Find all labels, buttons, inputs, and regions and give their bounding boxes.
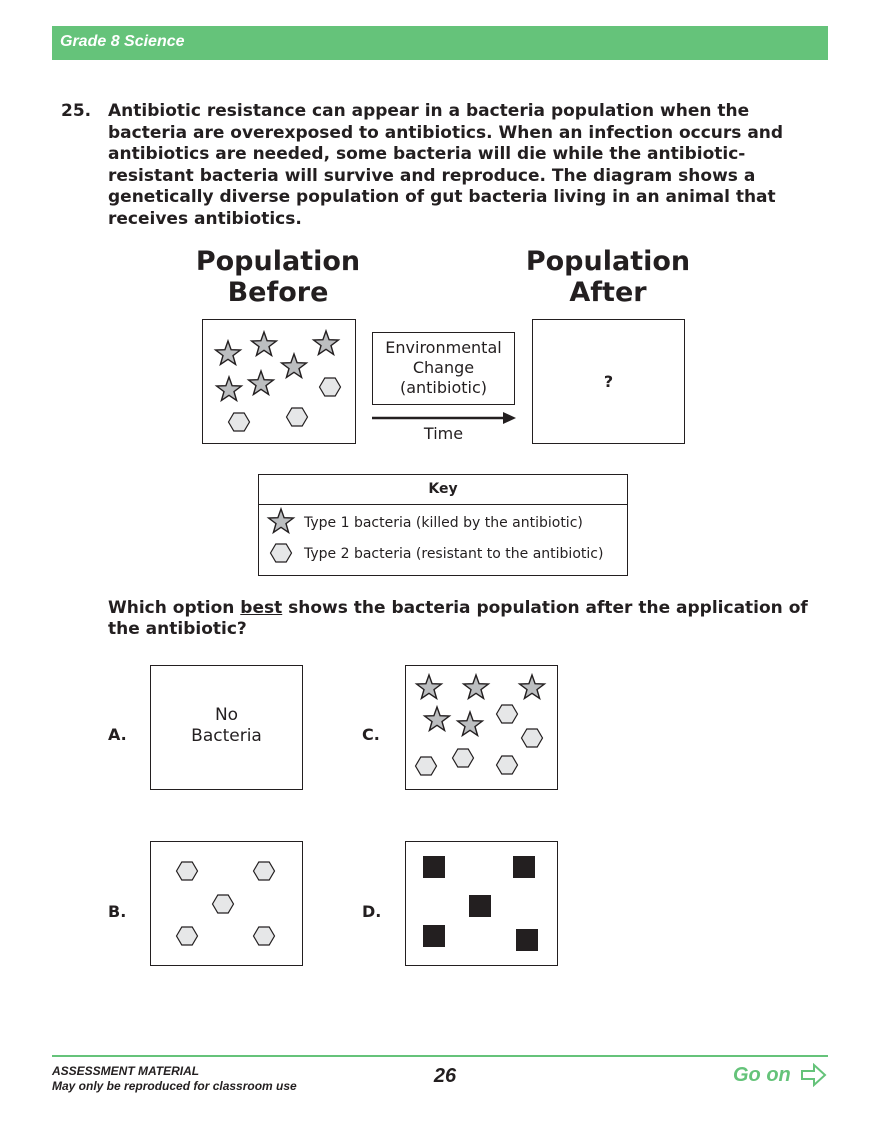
before-title-line2: Before — [227, 277, 329, 308]
footer-notice — [52, 1064, 297, 1094]
go-on-arrow-icon[interactable] — [800, 1063, 828, 1087]
c-hex-1 — [497, 705, 518, 723]
c-hex-2 — [522, 729, 543, 747]
option-b-letter[interactable]: B. — [108, 902, 127, 921]
footer-line2: May only be reproduced for classroom use — [52, 1079, 297, 1093]
before-title-line1: Population — [195, 246, 361, 277]
b-hex-4 — [177, 927, 198, 945]
key-title: Key — [259, 475, 627, 505]
before-star-3 — [314, 331, 339, 355]
footer-rule — [52, 1055, 828, 1057]
before-star-1 — [216, 341, 241, 365]
env-line3: (antibiotic) — [399, 378, 488, 397]
d-square-4 — [423, 925, 445, 947]
prompt-after: shows the bacteria population after the application of the antibiotic? — [108, 598, 808, 639]
option-a-line2: Bacteria — [191, 726, 262, 746]
question-stem: Antibiotic resistance can appear in a bacteria population when the bacteria are overexposed to antibiotics. When an infection occurs and antibiotics are needed, some bacteria will die while the antibiotic-resistant bacteria will survive and reproduce. The diagram shows a genetically diverse population of gut bacteria living in an animal that receives antibiotics. — [108, 101, 784, 229]
c-star-3 — [520, 675, 545, 699]
b-hex-1 — [177, 862, 198, 880]
key-type2-label: Type 2 bacteria (resistant to the antibiotic) — [304, 546, 604, 562]
c-star-4 — [425, 707, 450, 731]
env-line2: Change — [412, 358, 475, 377]
c-star-1 — [417, 675, 442, 699]
c-star-2 — [464, 675, 489, 699]
key-hex-icon — [271, 544, 292, 562]
d-square-1 — [423, 856, 445, 878]
after-title-line2: After — [569, 277, 647, 308]
page-number: 26 — [433, 1065, 457, 1087]
option-d-letter[interactable]: D. — [362, 902, 382, 921]
d-square-3 — [469, 895, 491, 917]
before-hex-1 — [320, 378, 341, 396]
question-number: 25. — [61, 101, 92, 121]
key-type1-label: Type 1 bacteria (killed by the antibiotic) — [304, 515, 583, 531]
b-hex-5 — [254, 927, 275, 945]
time-label: Time — [423, 424, 464, 443]
before-hex-2 — [229, 413, 250, 431]
c-hex-4 — [416, 757, 437, 775]
prompt-before: Which option — [108, 598, 241, 618]
before-hex-3 — [287, 408, 308, 426]
footer-line1: ASSESSMENT MATERIAL — [52, 1064, 200, 1078]
option-a-letter[interactable]: A. — [108, 725, 127, 744]
before-star-4 — [282, 354, 307, 378]
c-star-5 — [458, 712, 483, 736]
b-hex-2 — [254, 862, 275, 880]
before-star-6 — [249, 371, 274, 395]
option-c-letter[interactable]: C. — [362, 725, 380, 744]
b-hex-3 — [213, 895, 234, 913]
c-hex-3 — [453, 749, 474, 767]
after-unknown: ? — [603, 372, 614, 391]
env-line1: Environmental — [385, 338, 502, 357]
key-star-icon — [269, 509, 294, 533]
after-title-line1: Population — [525, 246, 691, 277]
before-star-2 — [252, 332, 277, 356]
d-square-2 — [513, 856, 535, 878]
prompt-emphasis: best — [240, 598, 283, 618]
c-hex-5 — [497, 756, 518, 774]
before-star-5 — [217, 377, 242, 401]
option-a-line1: No — [214, 705, 239, 725]
time-arrow-head — [503, 412, 516, 424]
subject-label: Grade 8 Science — [60, 33, 185, 50]
go-on-label[interactable]: Go on — [733, 1064, 791, 1086]
d-square-5 — [516, 929, 538, 951]
